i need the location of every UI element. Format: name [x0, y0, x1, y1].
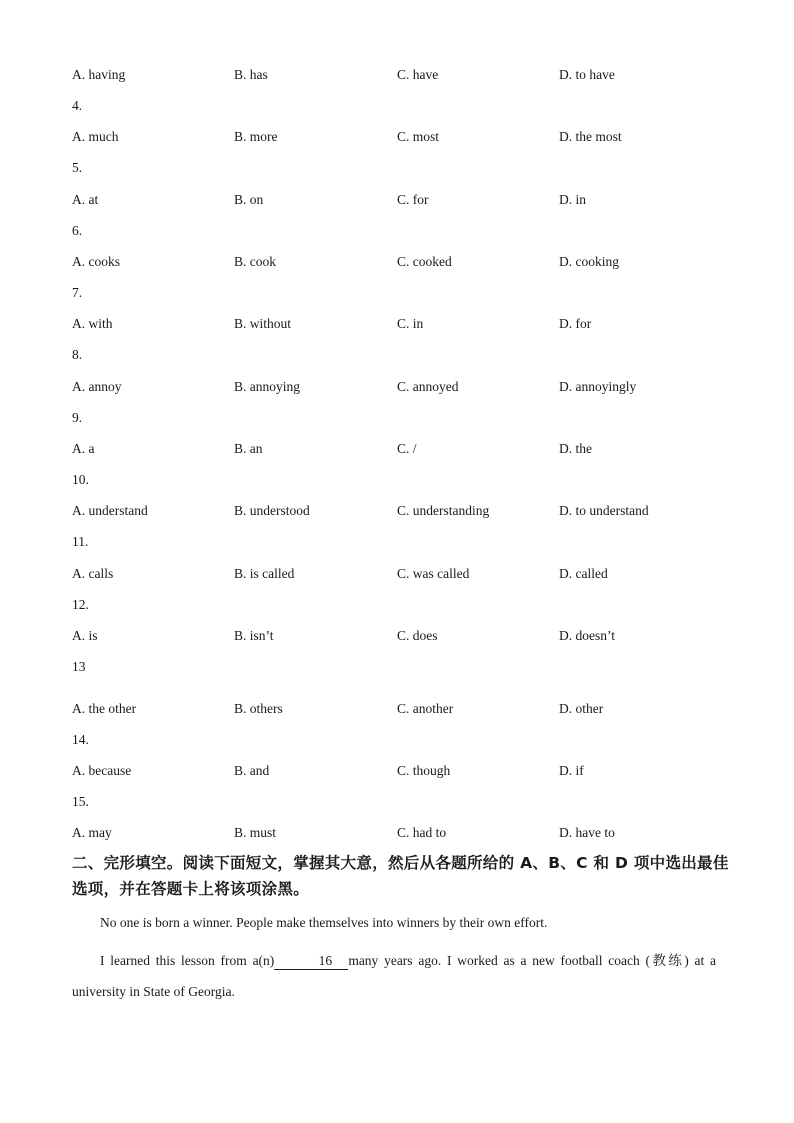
- option-c: C. understanding: [397, 503, 490, 518]
- option-a: A. annoy: [72, 379, 122, 394]
- option-a: A. calls: [72, 566, 114, 581]
- options-row-14: [72, 761, 752, 781]
- question-number-6: 6.: [72, 223, 83, 238]
- options-row-13: [72, 699, 752, 719]
- option-c: C. was called: [397, 566, 470, 581]
- option-d: D. cooking: [559, 254, 619, 269]
- options-row-5: [72, 190, 752, 210]
- option-b: B. an: [234, 441, 263, 456]
- option-c: C. another: [397, 701, 454, 716]
- option-a: A. cooks: [72, 254, 120, 269]
- option-c: C. /: [397, 441, 417, 456]
- option-b: B. others: [234, 701, 283, 716]
- option-a: A. is: [72, 628, 98, 643]
- option-d: D. called: [559, 566, 608, 581]
- option-c: C. most: [397, 129, 440, 144]
- option-c: C. though: [397, 763, 451, 778]
- passage-paragraph-2: [72, 945, 716, 1007]
- options-row-9: [72, 439, 752, 459]
- option-d: D. the: [559, 441, 592, 456]
- option-c: C. does: [397, 628, 438, 643]
- options-row-3: [72, 65, 752, 85]
- option-c: C. for: [397, 192, 429, 207]
- option-b: B. without: [234, 316, 292, 331]
- section-heading: 二、完形填空。阅读下面短文，掌握其大意，然后从各题所给的 A、B、C 和 D 项中选出最佳选项，并在答题卡上将该项涂黑。: [72, 854, 729, 898]
- question-number-12: 12.: [72, 597, 89, 612]
- options-row-6: [72, 252, 752, 272]
- options-row-4: [72, 127, 752, 147]
- option-d: D. if: [559, 763, 584, 778]
- option-a: A. much: [72, 129, 119, 144]
- option-b: B. on: [234, 192, 264, 207]
- option-c: C. in: [397, 316, 424, 331]
- option-b: B. must: [234, 825, 277, 840]
- question-number-4: 4.: [72, 98, 83, 113]
- option-a: A. with: [72, 316, 113, 331]
- options-row-8: [72, 377, 752, 397]
- question-number-15: 15.: [72, 794, 89, 809]
- options-row-15: [72, 823, 752, 843]
- passage-text-before-blank: I learned this lesson from a(n): [100, 953, 275, 968]
- option-c: C. have: [397, 67, 439, 82]
- option-b: B. more: [234, 129, 278, 144]
- option-b: B. isn’t: [234, 628, 274, 643]
- option-a: A. may: [72, 825, 112, 840]
- option-d: D. the most: [559, 129, 622, 144]
- question-number-8: 8.: [72, 347, 83, 362]
- option-a: A. because: [72, 763, 132, 778]
- question-number-11: 11.: [72, 534, 89, 549]
- question-number-9: 9.: [72, 410, 83, 425]
- option-d: D. for: [559, 316, 592, 331]
- options-row-7: [72, 314, 752, 334]
- question-number-13: 13: [72, 659, 86, 674]
- option-d: D. other: [559, 701, 604, 716]
- option-a: A. at: [72, 192, 99, 207]
- option-b: B. has: [234, 67, 268, 82]
- question-number-14: 14.: [72, 732, 89, 747]
- option-b: B. understood: [234, 503, 310, 518]
- options-row-10: [72, 501, 752, 521]
- option-b: B. is called: [234, 566, 295, 581]
- option-a: A. understand: [72, 503, 148, 518]
- option-c: C. cooked: [397, 254, 452, 269]
- question-number-10: 10.: [72, 472, 89, 487]
- option-d: D. to understand: [559, 503, 649, 518]
- option-c: C. had to: [397, 825, 447, 840]
- option-b: B. cook: [234, 254, 276, 269]
- option-a: A. a: [72, 441, 95, 456]
- option-d: D. doesn’t: [559, 628, 615, 643]
- question-number-7: 7.: [72, 285, 83, 300]
- option-d: D. to have: [559, 67, 615, 82]
- answer-blank-16: 16: [274, 953, 348, 970]
- option-c: C. annoyed: [397, 379, 459, 394]
- option-b: B. annoying: [234, 379, 300, 394]
- option-a: A. the other: [72, 701, 137, 716]
- option-b: B. and: [234, 763, 270, 778]
- option-d: D. annoyingly: [559, 379, 637, 394]
- option-a: A. having: [72, 67, 126, 82]
- passage-paragraph-1: No one is born a winner. People make themselves into winners by their own effort.: [100, 915, 548, 930]
- passage-text-after-blank: many years ago. I worked as a new football coach (教练) at a university in State of Georgia.: [72, 953, 716, 999]
- option-d: D. in: [559, 192, 586, 207]
- options-row-12: [72, 626, 752, 646]
- question-number-5: 5.: [72, 160, 83, 175]
- options-row-11: [72, 564, 752, 584]
- option-d: D. have to: [559, 825, 615, 840]
